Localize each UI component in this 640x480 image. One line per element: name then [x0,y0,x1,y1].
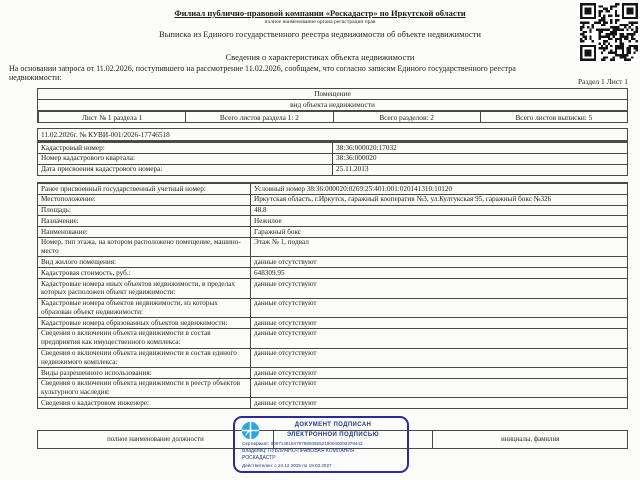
initials-label: инициалы, фамилия [432,431,627,448]
table-row [38,367,627,378]
stamp-title [265,421,401,440]
stamp-header [235,418,407,440]
row-label: Площадь: [38,206,251,216]
sheet-info-cell: Всего разделов: 2 [333,112,480,122]
row-value: 648309.95 [254,268,285,277]
basis-paragraph: На основании запроса от 11.02.2026, поступившего на рассмотрение 11.02.2026, сообщаем, что согласно записям Единого государственного реестра недвижимости: [9,64,516,82]
row-value: данные отсутствуют [254,398,317,407]
table-row [38,237,627,257]
row-value: данные отсутствуют [254,299,317,308]
stamp-body [235,440,407,470]
object-type-caption: вид объекта недвижимости [38,99,627,110]
row-value: данные отсутствуют [254,329,317,338]
row-value: Гаражный бокс [254,227,301,236]
row-value: 38:36:000020:17032 [336,142,397,152]
table-row [38,205,627,216]
row-label: Номер, тип этажа, на котором расположено помещение, машино-место [38,238,251,257]
table-row [38,142,627,153]
stamp-title-line2: ЭЛЕКТРОННОЙ ПОДПИСЬЮ [286,431,380,438]
table-row [38,164,627,175]
object-type-table [37,88,628,111]
row-label: Дата присвоения кадастрового номера: [38,165,333,175]
row-label: Наименование: [38,227,251,237]
row-label: Номер кадастрового квартала: [38,154,333,164]
row-value: Условный номер 38:36:000020:0269:25:401:001:020141310:10120 [254,184,453,193]
request-number-row [37,128,628,141]
digital-signature-stamp [233,416,409,473]
stamp-owner-line1: Владелец: ПУБЛИЧНО-ПРАВОВАЯ КОМПАНИЯ [242,447,355,454]
row-label: Кадастровые номера образованных объектов недвижимости: [38,318,251,328]
section-title: Сведения о характеристиках объекта недвижимости [225,52,415,62]
table-row [38,278,627,298]
document-header [0,8,640,62]
row-value: 38:36:000020 [336,153,377,163]
row-label: Виды разрешенного использования: [38,368,251,378]
table-row [38,153,627,164]
stamp-owner-line2: РОСКАДАСТР [242,455,276,462]
row-label: Ранее присвоенный государственный учетный номер: [38,184,251,194]
request-number: 11.02.2026г. № КУВИ-001/2026-17746518 [41,130,170,139]
sheet-info-cell: Лист № 1 раздела 1 [38,112,185,122]
sheet-info-cell: Всего листов выписки: 5 [480,112,627,122]
row-label: Назначение: [38,216,251,226]
document-title: Выписка из Единого государственного реестра недвижимости об объекте недвижимости [159,29,481,39]
row-value: 25.11.2013 [336,164,369,174]
position-label: полное наименование должности [107,436,204,443]
row-label: Сведения о кадастровом инженере: [38,398,251,408]
row-value: данные отсутствуют [254,379,317,388]
org-caption: полное наименование органа регистрации прав [264,19,376,25]
row-label: Сведения о включении объекта недвижимости в состав единого недвижимого комплекса: [38,349,251,368]
table-row [38,378,627,398]
stamp-certificate: Сертификат: 009714818479798005552190040000378443 [242,441,363,446]
table-row [38,215,627,226]
table-row [38,226,627,237]
row-label: Кадастровый номер: [38,143,333,153]
row-label: Кадастровая стоимость, руб.: [38,268,251,278]
table-row [38,348,627,368]
stamp-title-line1: ДОКУМЕНТ ПОДПИСАН [294,422,372,429]
table-row [38,267,627,278]
section-sheet-label: Раздел 1 Лист 1 [577,77,628,86]
row-label: Кадастровые номера иных объектов недвижимости, в пределах которых расположен объект недвижимости: [38,279,251,298]
sheet-info-cell: Всего листов раздела 1: 2 [185,112,332,122]
object-type-value: Помещение [314,89,351,98]
table-row [38,256,627,267]
cadastral-table [37,141,628,176]
row-value: 48.8 [254,206,267,215]
table-row [38,183,627,194]
sheet-info-table [37,111,628,123]
org-name: Филиал публично-правовой компании «Роскадастр» по Иркутской области [174,8,466,18]
stamp-validity: Действителен: с 24.12.2025 по 19.03.2027 [242,462,332,468]
row-label: Сведения о включении объекта недвижимости в реестр объектов культурного наследия: [38,379,251,398]
row-value: Иркутская область, г.Иркутск, гаражный кооператив №3, ул.Култукская 95, гаражный бокс №326 [254,195,552,204]
row-value: данные отсутствуют [254,368,317,377]
row-value: данные отсутствуют [254,279,317,288]
table-row [38,328,627,348]
characteristics-table [37,182,628,409]
row-label: Местоположение: [38,195,251,205]
table-row [38,298,627,318]
table-row [38,397,627,408]
row-value: Этаж № 1, подвал [254,238,309,247]
table-row [38,317,627,328]
row-value: данные отсутствуют [254,349,317,357]
row-label: Сведения о включении объекта недвижимости в состав предприятия как имущественного комплекса: [38,329,251,348]
row-value: данные отсутствуют [254,257,317,266]
row-value: данные отсутствуют [254,318,317,327]
table-row [38,194,627,205]
qr-code-icon [580,3,638,61]
roskadastr-globe-icon [241,421,260,440]
row-label: Кадастровые номера объектов недвижимости, из которых образован объект недвижимости: [38,299,251,318]
row-value: Нежилое [254,216,282,225]
row-label: Вид жилого помещения: [38,257,251,267]
